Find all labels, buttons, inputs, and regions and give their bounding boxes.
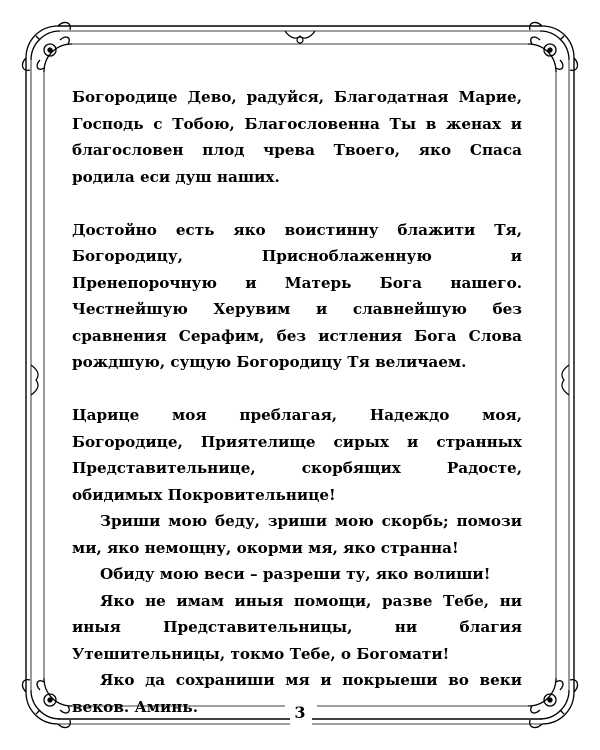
page-number: 3: [294, 703, 306, 722]
prayer-text: [72, 84, 522, 720]
prayer-tsaritse-moya-line: Обиду мою веси – разреши ту, яко волиши!: [100, 565, 491, 583]
prayer-tsaritse-moya-line: Яко да сохраниши мя и покрыеши во веки веков. Аминь.: [72, 671, 522, 716]
prayer-tsaritse-moya-line: Яко не имам иныя помощи, разве Тебе, ни иныя Представительницы, ни благия Утешительницы, токмо Тебе, о Богомати!: [72, 591, 522, 663]
prayer-tsaritse-moya-line: Царице моя преблагая, Надеждо моя, Богородице, Приятелище сирых и странных Представительнице, скорбящих Радосте, обидимых Покровительнице!: [72, 406, 522, 504]
prayer-ave-maria: Богородице Дево, радуйся, Благодатная Марие, Господь с Тобою, Благословенна Ты в женах и благословен плод чрева Твоего, яко Спаса родила еси душ наших.: [72, 88, 522, 186]
prayer-tsaritse-moya-line: Зриши мою беду, зриши мою скорбь; помози ми, яко немощну, окорми мя, яко странна!: [72, 512, 522, 557]
prayer-dostoyno-est: Достойно есть яко воистинну блажити Тя, Богородицу, Присноблаженную и Пренепорочную и Матерь Бога нашего. Честнейшую Херувим и славнейшую без сравнения Серафим, без истления Бога Слова рождшую, сущую Богородицу Тя величаем.: [72, 220, 522, 371]
